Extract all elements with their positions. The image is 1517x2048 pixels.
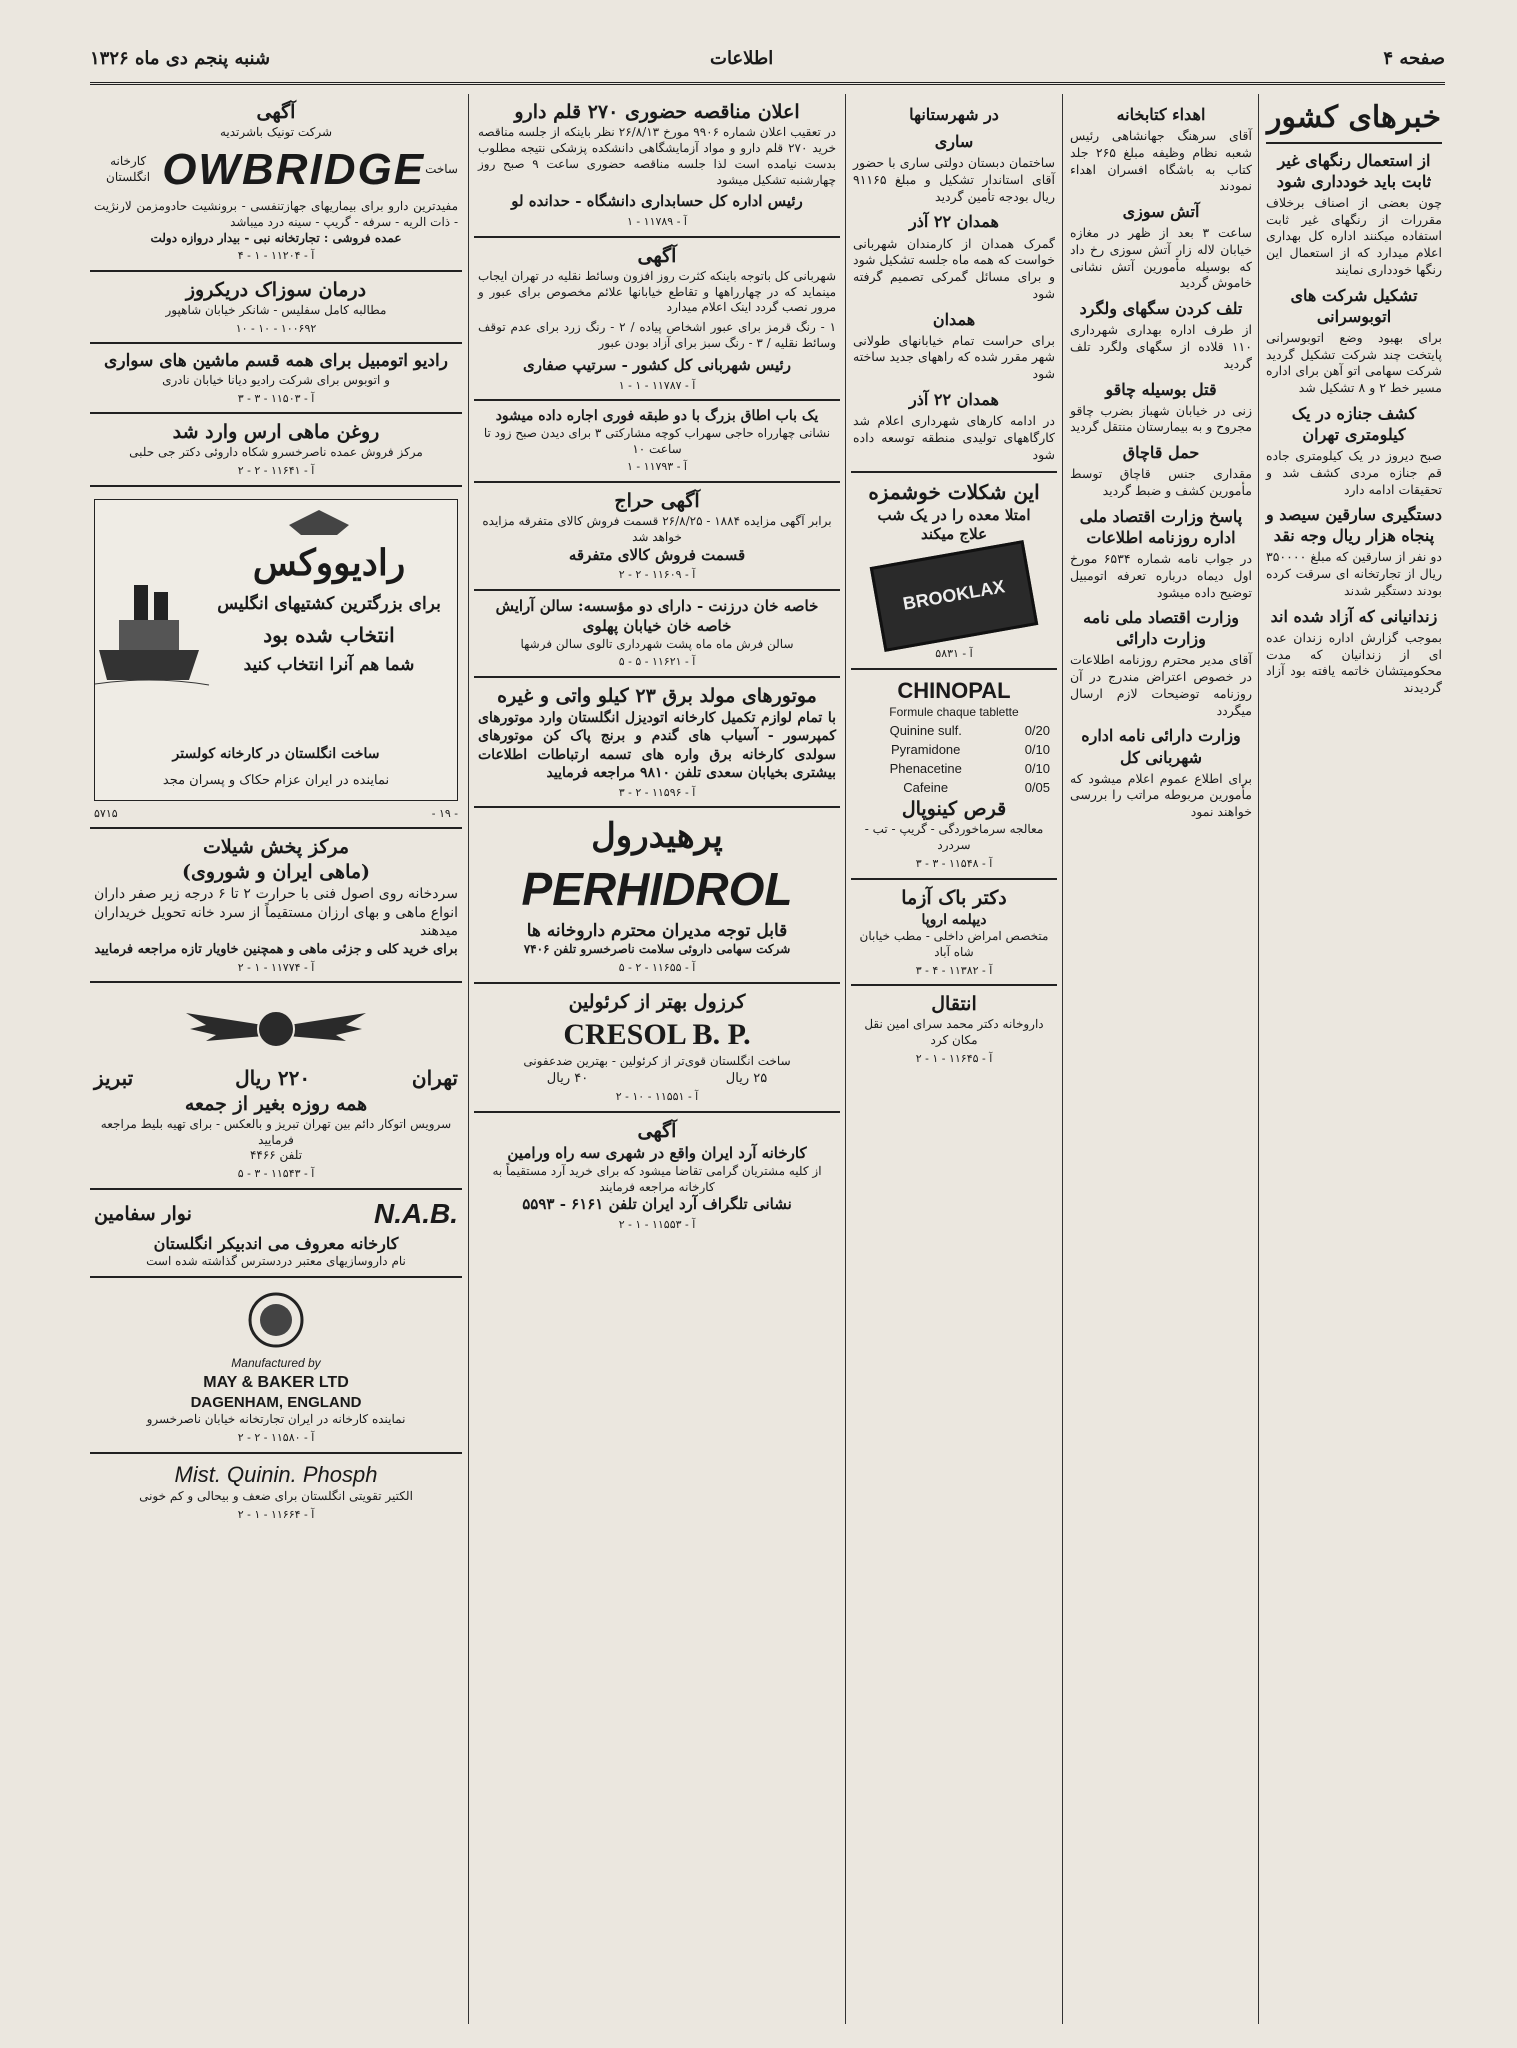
bus-origin: تهران bbox=[411, 1066, 458, 1091]
notice-ref: آ - ۱۱۷۸۷ - ۱ - ۱ bbox=[618, 378, 696, 392]
transfer-ad bbox=[851, 986, 1057, 1072]
ad-ref: ۵۷۱۵ bbox=[94, 806, 118, 820]
column-country-news bbox=[1264, 94, 1444, 2034]
formula-row bbox=[855, 778, 1053, 797]
ad-line: ساخت انگلستان در کارخانه کولستر bbox=[172, 746, 380, 763]
notice-heading: اعلان مناقصه حضوری ۲۷۰ قلم دارو bbox=[514, 101, 800, 123]
ad-line: علاج میکند bbox=[920, 525, 988, 544]
ad-heading: مرکز پخش شیلات bbox=[202, 836, 350, 859]
chinopal-ad bbox=[851, 670, 1057, 880]
column-ads-left bbox=[90, 94, 462, 2034]
ad-body: الکتیر تقویتی انگلستان برای ضعف و بیحالی و کم خونی bbox=[139, 1488, 413, 1503]
article-heading: آتش سوزی bbox=[1122, 202, 1200, 222]
nab-ad bbox=[90, 1190, 462, 1278]
notice-heading: یک باب اطاق بزرگ با دو طبقه فوری اجاره داده میشود bbox=[495, 408, 819, 425]
ad-body: و اتوبوس برای شرکت رادیو دیانا خیابان نادری bbox=[162, 372, 390, 387]
flour-factory-ad bbox=[474, 1113, 840, 1239]
ad-body: از کلیه مشتریان گرامی تقاضا میشود که برای خرید آرد مستقیماً به کارخانه مراجعه فرمایند bbox=[492, 1163, 822, 1194]
ad-maker: ساخت bbox=[425, 162, 458, 177]
fish-oil-ad bbox=[90, 414, 462, 486]
ad-ref: آ - ۱۱۲۰۴ - ۱ - ۴ bbox=[237, 249, 315, 263]
notice-heading: آگهی حراج bbox=[614, 489, 700, 512]
car-radio-ad bbox=[90, 344, 462, 414]
notice-signature: رئیس شهربانی کل کشور - سرتیپ صفاری bbox=[523, 355, 791, 374]
ad-heading: پرهیدرول bbox=[591, 816, 723, 857]
bus-ad bbox=[90, 983, 462, 1189]
radiovox-illustration bbox=[94, 499, 458, 801]
formula-amount: 0/20 bbox=[1024, 722, 1050, 738]
ad-heading: دکتر باک آزما bbox=[901, 886, 1007, 909]
article-heading: قتل بوسیله چاقو bbox=[1105, 379, 1217, 399]
ad-body: با تمام لوازم تکمیل کارخانه اتودیزل انگلستان وارد موتورهای کمپرسور - آسیاب های گندم و برنج پاک کن موتورهای سولدی کارخانه برق واره های تسمه ارتباطات اطلاعات بیشتری بخیابان سعدی تلفن ۹۸۱۰ مراجعه فرمایید bbox=[478, 709, 836, 782]
ad-dealer: نماینده در ایران عزام حکاک و پسران مجد bbox=[162, 773, 390, 789]
article-body: دو نفر از سارقین که مبلغ ۳۵۰۰۰۰ ریال از تجارتخانه ای سرقت کرده بودند دستگیر شدند bbox=[1266, 549, 1442, 598]
formula-ingredient: Pyramidone bbox=[891, 741, 961, 757]
salon-ad bbox=[474, 591, 840, 678]
radiovox-ad bbox=[90, 487, 462, 830]
column-rule bbox=[1258, 94, 1259, 2024]
ad-line: شما هم آنرا انتخاب کنید bbox=[243, 654, 415, 675]
section-heading: خبرهای کشور bbox=[1266, 98, 1442, 144]
ad-ref: آ - ۱۱۵۹۶ - ۲ - ۳ bbox=[618, 785, 696, 799]
formula-ingredient: Cafeine bbox=[903, 780, 949, 796]
ad-heading: آگهی bbox=[256, 101, 296, 123]
article-body: برای اطلاع عموم اعلام میشود که مأمورین مربوطه مراتب را بررسی خواهند نمود bbox=[1070, 770, 1252, 820]
ad-heading: همه روزه بغیر از جمعه bbox=[184, 1092, 368, 1115]
ad-dealer: شرکت سهامی داروئی سلامت ناصرخسرو تلفن ۷۴۰۶ bbox=[523, 942, 791, 957]
column-notices bbox=[474, 94, 840, 2034]
ad-ref: آ - ۱۱۵۵۳ - ۱ - ۲ bbox=[618, 1218, 696, 1232]
newspaper-name: اطلاعات bbox=[710, 48, 774, 69]
ad-heading: کرزول بهتر از کرئولین bbox=[568, 990, 746, 1013]
notice-signature: قسمت فروش کالای متفرقه bbox=[568, 545, 746, 564]
provinces-list bbox=[853, 131, 1055, 463]
quinine-ad bbox=[90, 1454, 462, 1528]
article-heading: همدان ۲۲ آذر bbox=[909, 389, 999, 409]
ad-heading: قرص کینوپال bbox=[901, 798, 1007, 821]
ad-subheading: (ماهی ایران و شوروی) bbox=[181, 861, 371, 884]
generator-ad bbox=[474, 678, 840, 808]
ad-body: معالجه سرماخوردگی - گریپ - تب - سردرد bbox=[864, 822, 1044, 853]
article-heading: تلف کردن سگهای ولگرد bbox=[1079, 299, 1243, 319]
ad-company: شرکت تونیک باشرتدیه bbox=[219, 125, 333, 140]
formula-row bbox=[855, 721, 1053, 740]
notice-ref: آ - ۱۱۶۰۹ - ۲ - ۲ bbox=[618, 568, 696, 582]
article-heading: تشکیل شرکت های اتوبوسرانی bbox=[1290, 285, 1418, 326]
country-news-list bbox=[1266, 150, 1442, 697]
notice-ref: آ - ۱۱۷۹۳ - ۱ bbox=[627, 460, 687, 474]
ad-note: برای خرید کلی و جزئی ماهی و همچنین خاویار تازه مراجعه فرمایید bbox=[94, 941, 458, 957]
doctor-ad bbox=[851, 880, 1057, 987]
notice-ref: آ - ۱۱۷۸۹ - ۱ bbox=[627, 215, 687, 229]
article-body: در جواب نامه شماره ۶۵۳۴ مورخ اول دیماه درباره تعرفه اتومبیل توضیح داده میشود bbox=[1070, 551, 1253, 600]
ad-body: متخصص امراض داخلی - مطب خیابان شاه آباد bbox=[859, 929, 1049, 959]
ad-heading: آگهی bbox=[637, 1119, 677, 1142]
ad-ref: آ - ۱۱۵۸۰ - ۲ - ۲ bbox=[237, 1431, 315, 1445]
auction-notice bbox=[474, 483, 840, 591]
article-heading: وزارت دارائی نامه اداره شهربانی کل bbox=[1081, 726, 1241, 767]
formula-table bbox=[855, 721, 1053, 798]
ad-ref: آ - ۱۱۶۴۱ - ۲ - ۲ bbox=[237, 464, 315, 478]
treatment-ad bbox=[90, 272, 462, 344]
tender-notice bbox=[474, 94, 840, 238]
formula-amount: 0/10 bbox=[1024, 760, 1050, 776]
column-provinces bbox=[851, 94, 1057, 2034]
ad-ref: آ - ۱۱۵۵۱ - ۱۰ - ۲ bbox=[615, 1090, 699, 1104]
owbridge-brand: OWBRIDGE bbox=[162, 144, 426, 194]
ad-heading: نوار سفامین bbox=[94, 1202, 192, 1225]
issue-date: شنبه پنجم دی ماه ۱۳۲۶ bbox=[90, 48, 271, 69]
article-body: آقای سرهنگ جهانشاهی رئیس شعبه نظام وظیفه مبلغ ۲۶۵ جلد کتاب به باشگاه افسران اهداء نمودند bbox=[1070, 128, 1252, 194]
notice-signature: رئیس اداره کل حسابداری دانشگاه - حدانده لو bbox=[511, 192, 803, 211]
ad-ref: ۱۰۰۶۹۲ - ۱۰ - ۱۰ bbox=[235, 321, 317, 335]
article-heading: وزارت اقتصاد ملی نامه وزارت دارائی bbox=[1083, 608, 1239, 649]
ad-dealer: عمده فروشی : تجارتخانه نبی - بیدار دروازه دولت bbox=[150, 230, 402, 245]
article-body: زنی در خیابان شهباز بضرب چاقو مجروح و به بیمارستان منتقل گردید bbox=[1070, 402, 1252, 435]
article-heading: همدان bbox=[932, 309, 976, 329]
article-heading: دستگیری سارقین سیصد و پنجاه هزار ریال وجه نقد bbox=[1266, 505, 1442, 546]
notice-body: شهربانی کل باتوجه باینکه کثرت روز افزون وسائط نقلیه در تهران ایجاب مینماید که در چهارراهها و تقاطع خیابانها علائم مخصوص برای عبور و مرور نصب گردد اینک اعلام میدارد bbox=[478, 268, 836, 315]
ad-ref: آ - ۱۱۶۲۱ - ۵ - ۵ bbox=[618, 655, 696, 669]
ad-price: ۲۵ ریال bbox=[725, 1071, 768, 1087]
formula-amount: 0/05 bbox=[1024, 780, 1050, 796]
notice-body: برابر آگهی مزایده ۱۸۸۴ - ۲۶/۸/۲۵ قسمت فروش کالای متفرقه مزایده خواهد شد bbox=[482, 513, 832, 544]
column-rule bbox=[845, 94, 846, 2024]
bus-price: ۲۲۰ ریال bbox=[235, 1066, 311, 1091]
ad-body: ساخت انگلستان قوی‌تر از کرئولین - بهترین ضدعفونی bbox=[523, 1054, 791, 1069]
brooklax-brand: BROOKLAX bbox=[901, 576, 1007, 615]
ad-ref: - ۱۹ - bbox=[431, 806, 458, 820]
chocolate-ad bbox=[851, 471, 1057, 670]
ad-ref: آ - ۱۱۶۶۴ - ۱ - ۲ bbox=[237, 1507, 315, 1521]
article-heading: ساری bbox=[934, 132, 974, 152]
ad-heading: انتقال bbox=[931, 993, 977, 1016]
ad-note: نام داروسازیهای معتبر دردسترس گذاشته شده است bbox=[146, 1253, 406, 1268]
owbridge-ad bbox=[90, 94, 462, 272]
ad-line: DAGENHAM, ENGLAND bbox=[190, 1393, 362, 1411]
article-body: برای بهبود وضع اتوبوسرانی پایتخت چند شرکت تشکیل گردید شرکت سهامی اتو آهن برای اداره مسیر خط ۲ و ۸ تشکیل شد bbox=[1266, 329, 1442, 396]
fish-center-ad bbox=[90, 829, 462, 983]
perhidrol-brand: PERHIDROL bbox=[521, 863, 793, 916]
ad-dealer: نماینده کارخانه در ایران تجارتخانه خیابان ناصرخسرو bbox=[146, 1412, 406, 1427]
radiovox-brand: رادیووکس bbox=[252, 541, 406, 584]
column-rule bbox=[1062, 94, 1063, 2024]
formula-header: Formule chaque tablette bbox=[889, 704, 1019, 719]
formula-row bbox=[855, 740, 1053, 759]
ad-ref: آ - ۵۸۳۱ bbox=[935, 647, 973, 661]
ad-body: مفیدترین دارو برای بیماریهای جهازتنفسی - برونشیت حادومزمن لارنژیت - ذات الریه - سرفه - گریپ - سینه درد میباشد bbox=[94, 198, 458, 229]
article-heading: همدان ۲۲ آذر bbox=[909, 212, 999, 232]
notice-body: نشانی چهارراه حاجی سهراب کوچه مشارکتی ۳ برای دیدن صبح زود تا ساعت ۱۰ bbox=[483, 425, 831, 456]
perhidrol-ad bbox=[474, 808, 840, 983]
article-body: برای حراست تمام خیابانهای طولانی شهر مقرر شده که راههای جدید ساخته شود bbox=[853, 332, 1055, 382]
ad-body: مرکز فروش عمده ناصرخسرو شکاه داروئی دکتر جی حلبی bbox=[129, 445, 423, 460]
ad-ref: آ - ۱۱۳۸۲ - ۴ - ۳ bbox=[915, 963, 993, 977]
page-number: صفحه ۴ bbox=[1383, 48, 1445, 69]
article-heading: زندانیانی که آزاد شده اند bbox=[1270, 606, 1438, 626]
ad-subheading: کارخانه آرد ایران واقع در شهری سه راه ورامین bbox=[507, 1143, 807, 1162]
formula-ingredient: Quinine sulf. bbox=[889, 722, 962, 738]
ad-heading: خاصه خان درزنت - دارای دو مؤسسه: سالن آرایش خاصه خان خیابان پهلوی bbox=[495, 596, 819, 635]
ad-heading: روغن ماهی ارس وارد شد bbox=[172, 421, 380, 444]
provinces-news bbox=[851, 94, 1057, 471]
article-body: آقای مدیر محترم روزنامه اطلاعات در خصوص اعتراض مندرج در آن روزنامه توضیحات لازم ارسال میگردد bbox=[1070, 652, 1252, 718]
ad-heading: رادیو اتومبیل برای همه قسم ماشین های سواری bbox=[104, 351, 448, 372]
ad-heading: موتورهای مولد برق ۲۳ کیلو واتی و غیره bbox=[497, 684, 817, 707]
formula-row bbox=[855, 759, 1053, 778]
article-heading: اهداء کتابخانه bbox=[1116, 105, 1206, 124]
section-heading: در شهرستانها bbox=[909, 105, 999, 124]
ad-heading: این شکلات خوشمزه bbox=[868, 480, 1040, 505]
ad-price: ۴۰ ریال bbox=[546, 1071, 589, 1087]
article-heading: حمل قاچاق bbox=[1122, 443, 1200, 463]
ad-ref: آ - ۱۱۵۴۳ - ۳ - ۵ bbox=[237, 1167, 315, 1181]
article-body: چون بعضی از اصناف برخلاف مقررات از رنگهای غیر ثابت استفاده میکنند اداره کل بهداری اعلام میدارد که از استعمال این رنگها خودداری نمایند bbox=[1266, 194, 1442, 277]
police-notice bbox=[474, 238, 840, 402]
column-rule bbox=[468, 94, 469, 2024]
brooklax-package-icon bbox=[870, 540, 1039, 652]
column-city-news bbox=[1068, 94, 1254, 2034]
rent-notice bbox=[474, 401, 840, 483]
article-body: بموجب گزارش اداره زندان عده ای از زندانیان که مدت محکومیتشان خاتمه یافته بود آزاد گردیدند bbox=[1266, 629, 1442, 696]
ad-line: امتلا معده را در یک شب bbox=[877, 505, 1031, 524]
ad-phone: نشانی تلگراف آرد ایران تلفن ۶۱۶۱ - ۵۵۹۳ bbox=[522, 1195, 792, 1214]
ad-line: برای بزرگترین کشتیهای انگلیس bbox=[217, 594, 441, 615]
article-body: گمرک همدان از کارمندان شهربانی خواست که همه ماه جلسه تشکیل شود و برای مسائل گمرکی تصمیم گرفته شود bbox=[853, 235, 1055, 301]
article-heading: کشف جنازه در یک کیلومتری تهران bbox=[1291, 403, 1417, 444]
country-news bbox=[1264, 94, 1444, 705]
winged-emblem-icon bbox=[176, 995, 376, 1059]
bus-destination: تبریز bbox=[94, 1066, 134, 1091]
ad-body: سالن فرش ماه ماه پشت شهرداری تالوی سالن فرشها bbox=[520, 636, 794, 651]
article-heading: از استعمال رنگهای غیر ثابت باید خودداری شود bbox=[1276, 150, 1432, 191]
formula-ingredient: Phenacetine bbox=[889, 760, 962, 776]
quinine-brand: Mist. Quinin. Phosph bbox=[174, 1461, 378, 1487]
ad-ref: آ - ۱۱۶۵۵ - ۲ - ۵ bbox=[618, 961, 696, 975]
formula-amount: 0/10 bbox=[1024, 741, 1050, 757]
ad-ref: آ - ۱۱۷۷۴ - ۱ - ۲ bbox=[237, 960, 315, 974]
ad-phone: تلفن ۴۴۶۶ bbox=[249, 1148, 303, 1163]
ad-body: قابل توجه مدیران محترم داروخانه ها bbox=[526, 920, 788, 941]
may-baker-ad bbox=[90, 1278, 462, 1454]
ad-line: انتخاب شده بود bbox=[263, 622, 395, 647]
nab-brand: N.A.B. bbox=[374, 1197, 458, 1229]
notice-body: در تعقیب اعلان شماره ۹۹۰۶ مورخ ۲۶/۸/۱۳ نظر باینکه از جلسه مناقصه خرید ۲۷۰ قلم دارو و مواد آزمایشگاهی دانشکده پزشکی نتیجه مطلوب بدست نیامده است لذا جلسه مناقصه حضوری ساعت ۹ صبح روز چهارشنبه تشکیل میشود bbox=[478, 125, 836, 187]
ad-ref: آ - ۱۱۵۰۳ - ۳ - ۳ bbox=[237, 391, 315, 405]
notice-heading: آگهی bbox=[637, 244, 677, 267]
article-body: در ادامه کارهای شهرداری اعلام شد کارگاههای تولیدی منطقه توسعه داده شود bbox=[853, 413, 1055, 462]
ad-subheading: دیپلمه اروپا bbox=[921, 911, 987, 928]
ad-body: داروخانه دکتر محمد سرای امین نقل مکان کرد bbox=[864, 1017, 1044, 1048]
ad-line: Manufactured by bbox=[231, 1355, 321, 1370]
seal-icon bbox=[246, 1290, 306, 1350]
article-body: ساعت ۳ بعد از ظهر در مغازه خیابان لاله زار آتش سوزی رخ داد که بوسیله مأمورین آتش نشانی خاموش گردید bbox=[1070, 225, 1252, 291]
ad-ref: آ - ۱۱۶۴۵ - ۱ - ۲ bbox=[915, 1051, 993, 1065]
chinopal-brand: CHINOPAL bbox=[897, 677, 1011, 703]
ad-origin: کارخانه انگلستان bbox=[106, 154, 151, 184]
cresol-brand: CRESOL B. P. bbox=[563, 1017, 751, 1051]
article-body: ساختمان دبستان دولتی ساری با حضور آقای استاندار تشکیل و مبلغ ۹۱۱۶۵ ریال بودجه تأمین گردید bbox=[853, 155, 1055, 204]
article-body: صبح دیروز در یک کیلومتری جاده قم جنازه مردی کشف شد و تحقیقات ادامه دارد bbox=[1266, 448, 1442, 497]
city-news-list bbox=[1068, 94, 1254, 829]
article-heading: پاسخ وزارت اقتصاد ملی اداره روزنامه اطلاعات bbox=[1079, 506, 1243, 547]
article-body: از طرف اداره بهداری شهرداری ۱۱۰ قلاده از سگهای ولگرد تلف گردید bbox=[1070, 322, 1252, 371]
notice-items: ۱ - رنگ قرمز برای عبور اشخاص پیاده / ۲ - رنگ زرد برای عدم توقف وسائط نقلیه / ۳ - رنگ سبز برای آزاد بودن عبور bbox=[478, 320, 837, 351]
ad-heading: درمان سوزاک دریکروز bbox=[185, 278, 367, 301]
ad-ref: آ - ۱۱۵۴۸ - ۳ - ۳ bbox=[915, 857, 993, 871]
cresol-ad bbox=[474, 984, 840, 1113]
ad-body: سرویس اتوکار دائم بین تهران تبریز و بالعکس - برای تهیه بلیط مراجعه فرمایید bbox=[100, 1116, 452, 1147]
ad-body: مطالبه کامل سفلیس - شانکر خیابان شاهپور bbox=[165, 303, 387, 318]
maybaker-brand: MAY & BAKER LTD bbox=[203, 1373, 349, 1391]
masthead bbox=[90, 40, 1445, 85]
ad-body: کارخانه معروف می اندبیکر انگلستان bbox=[153, 1233, 399, 1253]
ad-body: سردخانه روی اصول فنی با حرارت ۲ تا ۶ درجه زیر صفر داران انواع ماهی و بهای ارزان مستقیماً از سرد خانه تحویل خریداران میدهند bbox=[94, 886, 458, 940]
article-body: مقداری جنس قاچاق توسط مأمورین کشف و ضبط گردید bbox=[1070, 466, 1252, 499]
